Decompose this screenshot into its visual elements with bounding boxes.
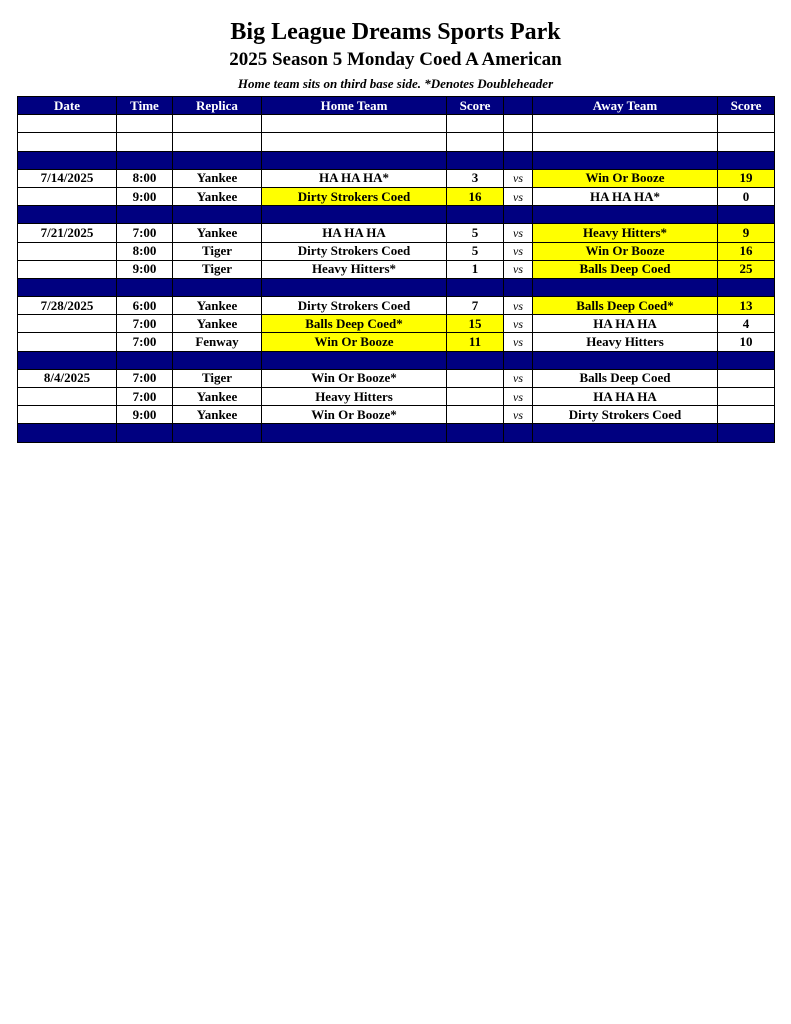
home-team: Dirty Strokers Coed xyxy=(262,242,447,260)
away-team: HA HA HA xyxy=(533,315,718,333)
away-team: Balls Deep Coed xyxy=(533,260,718,278)
game-time: 9:00 xyxy=(117,260,173,278)
game-row xyxy=(18,369,775,387)
game-time: 8:00 xyxy=(117,169,173,187)
game-row xyxy=(18,406,775,424)
game-replica: Yankee xyxy=(173,224,262,242)
game-replica: Yankee xyxy=(173,388,262,406)
home-score: 1 xyxy=(447,260,504,278)
game-time: 9:00 xyxy=(117,187,173,205)
col-header-away-score: Score xyxy=(718,97,775,115)
vs-label: vs xyxy=(504,187,533,205)
away-team: Win Or Booze xyxy=(533,169,718,187)
vs-label: vs xyxy=(504,169,533,187)
week-separator xyxy=(18,351,775,369)
home-team: Balls Deep Coed* xyxy=(262,315,447,333)
game-row xyxy=(18,187,775,205)
game-date xyxy=(18,242,117,260)
game-row xyxy=(18,224,775,242)
away-score: 13 xyxy=(718,297,775,315)
page-title: Big League Dreams Sports Park xyxy=(230,19,561,45)
game-date xyxy=(18,187,117,205)
vs-label: vs xyxy=(504,369,533,387)
blank-row xyxy=(18,115,775,133)
game-replica: Yankee xyxy=(173,169,262,187)
home-team: Dirty Strokers Coed xyxy=(262,187,447,205)
away-team: Heavy Hitters* xyxy=(533,224,718,242)
col-header-date: Date xyxy=(18,97,117,115)
home-team: Win Or Booze xyxy=(262,333,447,351)
away-score: 10 xyxy=(718,333,775,351)
game-replica: Yankee xyxy=(173,315,262,333)
week-separator xyxy=(18,424,775,442)
game-time: 7:00 xyxy=(117,369,173,387)
game-date xyxy=(18,315,117,333)
away-score xyxy=(718,406,775,424)
week-separator xyxy=(18,206,775,224)
home-score: 7 xyxy=(447,297,504,315)
game-time: 8:00 xyxy=(117,242,173,260)
home-score: 11 xyxy=(447,333,504,351)
game-time: 7:00 xyxy=(117,333,173,351)
col-header-away-team: Away Team xyxy=(533,97,718,115)
home-score xyxy=(447,388,504,406)
schedule-table xyxy=(17,96,775,443)
vs-label: vs xyxy=(504,297,533,315)
game-time: 7:00 xyxy=(117,388,173,406)
away-score xyxy=(718,369,775,387)
game-replica: Yankee xyxy=(173,187,262,205)
away-team: Heavy Hitters xyxy=(533,333,718,351)
game-time: 7:00 xyxy=(117,315,173,333)
home-team: Win Or Booze* xyxy=(262,369,447,387)
game-date xyxy=(18,333,117,351)
home-team: HA HA HA* xyxy=(262,169,447,187)
home-score xyxy=(447,406,504,424)
game-replica: Tiger xyxy=(173,242,262,260)
away-score xyxy=(718,388,775,406)
col-header-time: Time xyxy=(117,97,173,115)
game-row xyxy=(18,169,775,187)
home-team: Heavy Hitters xyxy=(262,388,447,406)
away-score: 9 xyxy=(718,224,775,242)
away-team: Win Or Booze xyxy=(533,242,718,260)
game-row xyxy=(18,260,775,278)
game-date xyxy=(18,260,117,278)
game-date: 7/14/2025 xyxy=(18,169,117,187)
away-score: 0 xyxy=(718,187,775,205)
away-score: 19 xyxy=(718,169,775,187)
week-separator xyxy=(18,151,775,169)
game-replica: Yankee xyxy=(173,297,262,315)
vs-label: vs xyxy=(504,406,533,424)
game-date: 7/28/2025 xyxy=(18,297,117,315)
game-row xyxy=(18,315,775,333)
game-replica: Fenway xyxy=(173,333,262,351)
home-score: 5 xyxy=(447,224,504,242)
blank-row xyxy=(18,133,775,151)
home-team: Win Or Booze* xyxy=(262,406,447,424)
game-time: 9:00 xyxy=(117,406,173,424)
vs-label: vs xyxy=(504,224,533,242)
home-score: 15 xyxy=(447,315,504,333)
game-row xyxy=(18,242,775,260)
away-score: 4 xyxy=(718,315,775,333)
away-score: 25 xyxy=(718,260,775,278)
home-score xyxy=(447,369,504,387)
game-replica: Yankee xyxy=(173,406,262,424)
header-row xyxy=(18,97,775,115)
game-time: 7:00 xyxy=(117,224,173,242)
game-row xyxy=(18,333,775,351)
game-row xyxy=(18,388,775,406)
home-team: HA HA HA xyxy=(262,224,447,242)
home-team: Dirty Strokers Coed xyxy=(262,297,447,315)
game-replica: Tiger xyxy=(173,369,262,387)
game-replica: Tiger xyxy=(173,260,262,278)
away-team: HA HA HA* xyxy=(533,187,718,205)
game-date xyxy=(18,406,117,424)
vs-label: vs xyxy=(504,388,533,406)
col-header-replica: Replica xyxy=(173,97,262,115)
week-separator xyxy=(18,278,775,296)
away-team: Balls Deep Coed xyxy=(533,369,718,387)
page-subtitle: 2025 Season 5 Monday Coed A American xyxy=(229,49,562,70)
away-score: 16 xyxy=(718,242,775,260)
game-date xyxy=(18,388,117,406)
away-team: Balls Deep Coed* xyxy=(533,297,718,315)
col-header-home-score: Score xyxy=(447,97,504,115)
home-team: Heavy Hitters* xyxy=(262,260,447,278)
home-score: 3 xyxy=(447,169,504,187)
vs-label: vs xyxy=(504,333,533,351)
away-team: Dirty Strokers Coed xyxy=(533,406,718,424)
home-score: 16 xyxy=(447,187,504,205)
game-time: 6:00 xyxy=(117,297,173,315)
away-team: HA HA HA xyxy=(533,388,718,406)
game-date: 7/21/2025 xyxy=(18,224,117,242)
vs-label: vs xyxy=(504,315,533,333)
game-row xyxy=(18,297,775,315)
home-score: 5 xyxy=(447,242,504,260)
vs-label: vs xyxy=(504,260,533,278)
col-header-home-team: Home Team xyxy=(262,97,447,115)
game-date: 8/4/2025 xyxy=(18,369,117,387)
vs-label: vs xyxy=(504,242,533,260)
doubleheader-note: Home team sits on third base side. *Denotes Doubleheader xyxy=(237,76,554,91)
col-header-vs xyxy=(504,97,533,115)
